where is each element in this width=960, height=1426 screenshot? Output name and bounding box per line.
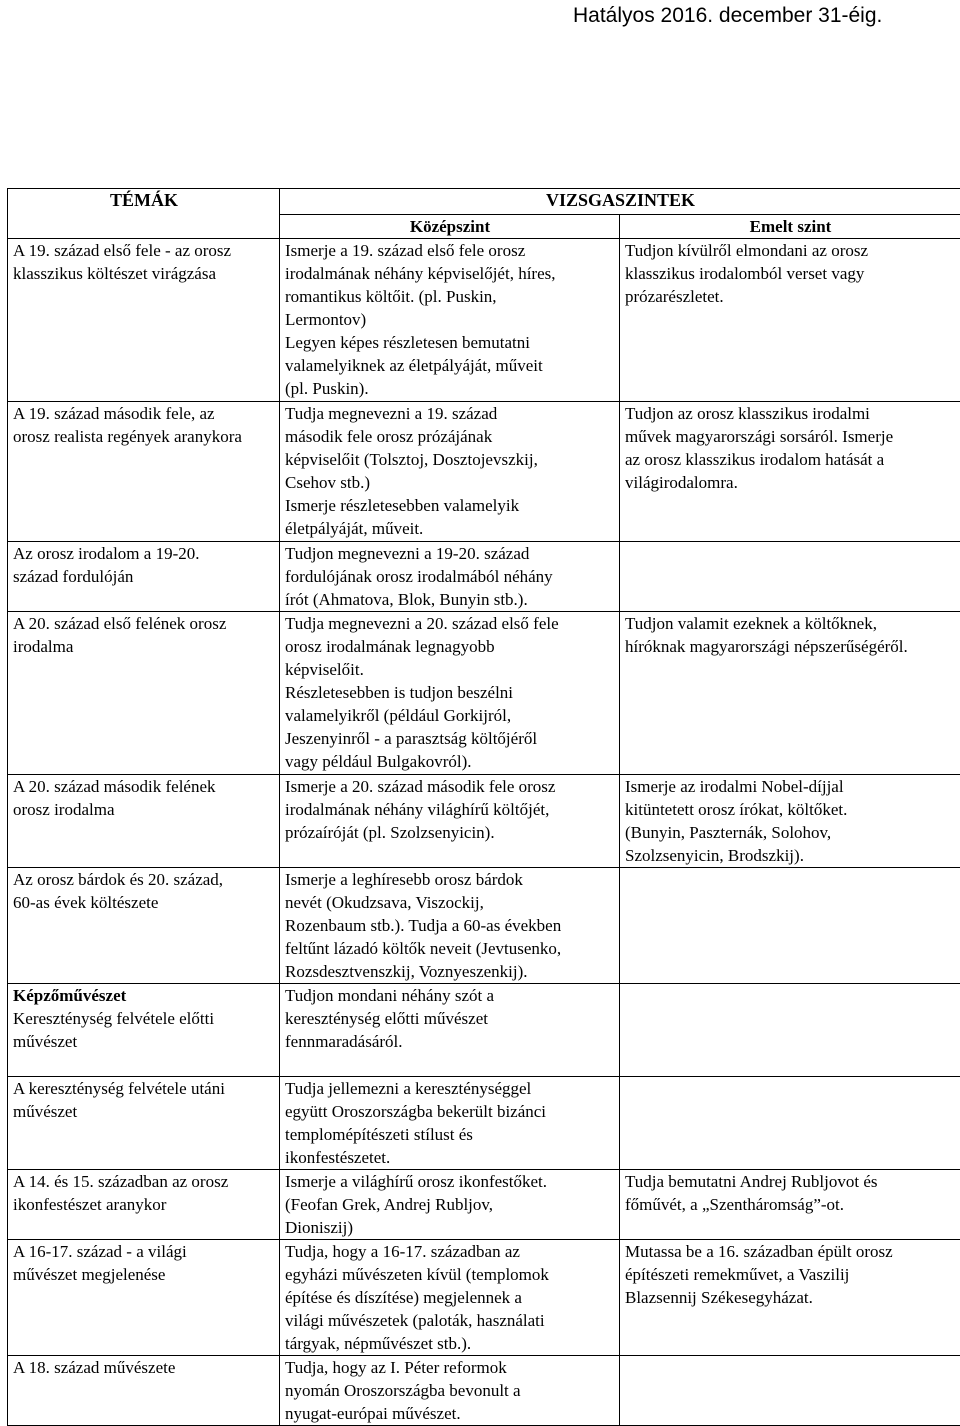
table-row xyxy=(8,868,960,984)
topic-cell xyxy=(8,984,280,1077)
table-row xyxy=(8,239,960,402)
topic-cell: A 20. század második felének orosz irodalma xyxy=(8,775,280,868)
topic-cell: A kereszténység felvétele utáni művészet xyxy=(8,1077,280,1170)
adv-level-cell: Tudjon kívülről elmondani az orosz klasszikus irodalomból verset vagy prózarészletet. xyxy=(620,239,960,402)
validity-text: Hatályos 2016. december 31-éig. xyxy=(573,4,882,28)
exam-requirements-table xyxy=(7,188,960,1426)
validity-banner xyxy=(0,0,960,32)
adv-level-cell: Tudjon valamit ezeknek a költőknek, híróknak magyarországi népszerűségéről. xyxy=(620,612,960,775)
topic-cell: A 14. és 15. században az orosz ikonfestészet aranykor xyxy=(8,1170,280,1240)
table-row xyxy=(8,612,960,775)
mid-level-cell: Tudja jellemezni a kereszténységgel együtt Oroszországba bekerült bizánci templomépítészeti stílust és ikonfestészetet. xyxy=(280,1077,620,1170)
mid-level-cell: Tudja, hogy a 16-17. században az egyházi művészeten kívül (templomok építése és díszítése) megjelennek a világi művészetek (paloták, használati tárgyak, népművészet stb.). xyxy=(280,1240,620,1356)
adv-level-cell: Ismerje az irodalmi Nobel-díjjal kitüntetett orosz írókat, költőket. (Bunyin, Paszternák, Solohov, Szolzsenyicin, Brodszkij). xyxy=(620,775,960,868)
mid-level-cell: Tudja megnevezni a 19. század második fele orosz prózájának képviselőit (Tolsztoj, Dosztojevszkij, Csehov stb.) Ismerje részletesebben valamelyik életpályáját, műveit. xyxy=(280,402,620,542)
mid-level-cell: Tudja, hogy az I. Péter reformok nyomán Oroszországba bevonult a nyugat-európai művészet. xyxy=(280,1356,620,1426)
adv-level-cell xyxy=(620,1356,960,1426)
topic-cell: Az orosz bárdok és 20. század, 60-as évek költészete xyxy=(8,868,280,984)
table-row xyxy=(8,1077,960,1170)
topic-cell: A 18. század művészete xyxy=(8,1356,280,1426)
adv-level-cell xyxy=(620,1077,960,1170)
mid-level-cell: Ismerje a leghíresebb orosz bárdok nevét (Okudzsava, Viszockij, Rozenbaum stb.). Tudja a 60-as években feltűnt lázadó költők neveit (Jevtusenko, Rozsdesztvenszkij, Voznyeszenkij). xyxy=(280,868,620,984)
adv-level-cell: Tudja bemutatni Andrej Rubljovot és főművét, a „Szentháromság”-ot. xyxy=(620,1170,960,1240)
section-heading: Képzőművészet xyxy=(13,984,275,1007)
levels-header: VIZSGASZINTEK xyxy=(280,189,960,215)
mid-level-cell: Tudjon mondani néhány szót a kereszténység előtti művészet fennmaradásáról. xyxy=(280,984,620,1077)
table-row xyxy=(8,542,960,612)
topic-cell: A 19. század első fele - az orosz klasszikus költészet virágzása xyxy=(8,239,280,402)
mid-level-cell: Ismerje a világhírű orosz ikonfestőket. (Feofan Grek, Andrej Rubljov, Dioniszij) xyxy=(280,1170,620,1240)
adv-level-cell xyxy=(620,984,960,1077)
topic-cell: A 16-17. század - a világi művészet megjelenése xyxy=(8,1240,280,1356)
topic-cell: A 19. század második fele, az orosz realista regények aranykora xyxy=(8,402,280,542)
table-row xyxy=(8,984,960,1077)
adv-level-cell xyxy=(620,868,960,984)
mid-level-cell: Tudja megnevezni a 20. század első fele orosz irodalmának legnagyobb képviselőit. Részletesebben is tudjon beszélni valamelyikről (például Gorkijról, Jeszenyinről - a parasztság költőjéről vagy például Bulgakovról). xyxy=(280,612,620,775)
adv-level-cell: Mutassa be a 16. században épült orosz építészeti remekművet, a Vaszilij Blazsennij Székesegyházat. xyxy=(620,1240,960,1356)
adv-level-header: Emelt szint xyxy=(620,215,960,239)
mid-level-header: Középszint xyxy=(280,215,620,239)
mid-level-cell: Ismerje a 19. század első fele orosz irodalmának néhány képviselőjét, híres, romantikus költőit. (pl. Puskin, Lermontov) Legyen képes részletesen bemutatni valamelyiknek az életpályáját, műveit (pl. Puskin). xyxy=(280,239,620,402)
table-row xyxy=(8,775,960,868)
table-row xyxy=(8,402,960,542)
adv-level-cell xyxy=(620,542,960,612)
table-row xyxy=(8,1170,960,1240)
topic-cell: A 20. század első felének orosz irodalma xyxy=(8,612,280,775)
mid-level-cell: Ismerje a 20. század második fele orosz irodalmának néhány világhírű költőjét, prózaíróját (pl. Szolzsenyicin). xyxy=(280,775,620,868)
topic-cell: Az orosz irodalom a 19-20. század fordulóján xyxy=(8,542,280,612)
adv-level-cell: Tudjon az orosz klasszikus irodalmi művek magyarországi sorsáról. Ismerje az orosz klasszikus irodalom hatását a világirodalomra. xyxy=(620,402,960,542)
mid-level-cell: Tudjon megnevezni a 19-20. század fordulójának orosz irodalmából néhány írót (Ahmatova, Blok, Bunyin stb.). xyxy=(280,542,620,612)
table-row xyxy=(8,1240,960,1356)
topics-header: TÉMÁK xyxy=(8,189,280,239)
table-row xyxy=(8,1356,960,1426)
topic-text: Kereszténység felvétele előtti művészet xyxy=(13,1009,214,1051)
